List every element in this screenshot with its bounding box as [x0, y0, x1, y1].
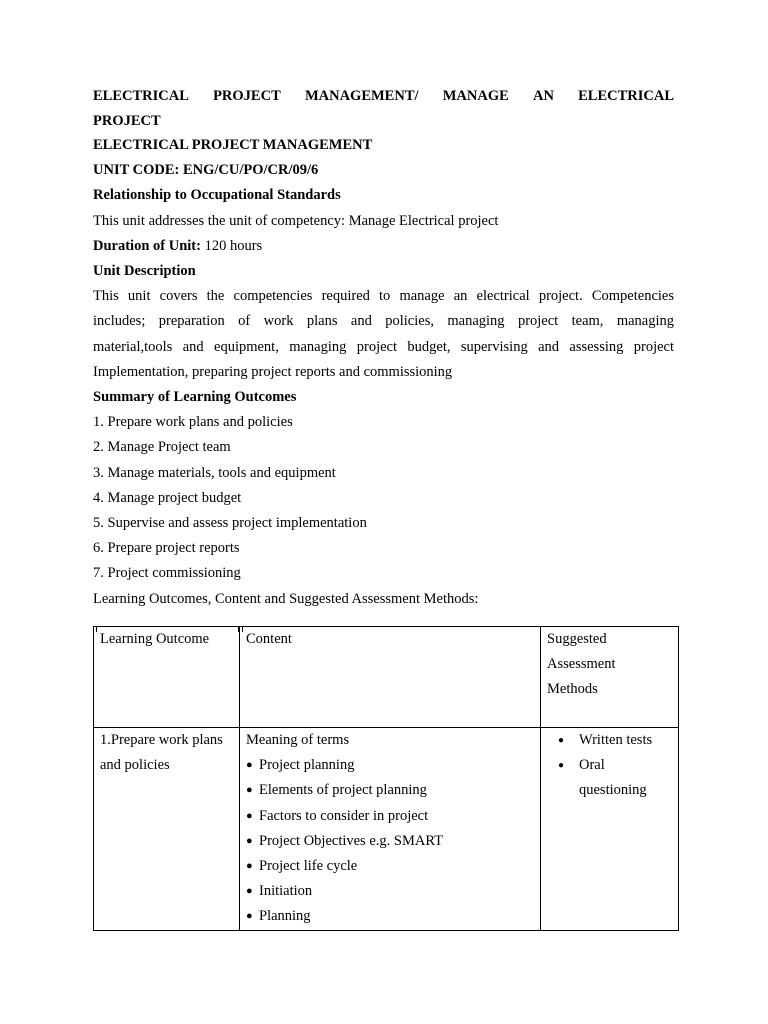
document-subtitle: ELECTRICAL PROJECT MANAGEMENT: [93, 137, 373, 153]
row-assessment-methods: [541, 728, 679, 931]
outcome-line: 1.Prepare work plans: [100, 732, 223, 748]
title-word: AN: [532, 88, 554, 104]
table-header-row: [94, 627, 679, 728]
outcome-item: 6. Prepare project reports: [93, 540, 240, 557]
outcome-line: and policies: [100, 757, 170, 774]
title-word: PROJECT: [213, 88, 281, 104]
title-word: ELECTRICAL: [93, 88, 189, 104]
method-item: [547, 753, 672, 803]
relationship-heading: Relationship to Occupational Standards: [93, 187, 341, 204]
unit-code: UNIT CODE: ENG/CU/PO/CR/09/6: [93, 162, 319, 179]
header-methods-line: Assessment: [547, 656, 616, 673]
table-intro: Learning Outcomes, Content and Suggested Assessment Methods:: [93, 590, 479, 607]
header-methods-line: Methods: [547, 681, 598, 698]
duration-line: [93, 234, 674, 259]
outcome-item: 4. Manage project budget: [93, 489, 242, 506]
document-body: [93, 84, 674, 612]
outcome-item: 3. Manage materials, tools and equipment: [93, 464, 336, 481]
outcome-item: 7. Project commissioning: [93, 565, 241, 582]
summary-heading: Summary of Learning Outcomes: [93, 389, 297, 406]
header-assessment-methods: [541, 627, 679, 728]
assessment-table: [93, 626, 679, 931]
list-item: ● Project planning: [246, 753, 534, 778]
header-learning-outcome-label: Learning Outcome: [100, 631, 210, 647]
relationship-text: This unit addresses the unit of competency: Manage Electrical project: [93, 212, 499, 229]
header-content-label: Content: [246, 631, 292, 647]
outcome-item: 5. Supervise and assess project implementation: [93, 515, 367, 532]
cell-corner-mark: [96, 626, 97, 632]
list-item: ● Factors to consider in project: [246, 804, 534, 829]
list-item: ● Planning: [246, 904, 534, 929]
duration-value: 120 hours: [200, 237, 263, 254]
method-item: [547, 728, 672, 753]
description-heading: Unit Description: [93, 263, 196, 280]
header-content: [240, 627, 541, 728]
row-learning-outcome: [94, 728, 240, 931]
description-line: Implementation, preparing project reports and commissioning: [93, 363, 453, 380]
header-learning-outcome: [94, 627, 240, 728]
row-content: [240, 728, 541, 931]
method-label-line: questioning: [579, 782, 647, 799]
list-item: ● Elements of project planning: [246, 778, 534, 803]
bullet-icon: ●: [558, 760, 565, 772]
outcome-item: 1. Prepare work plans and policies: [93, 414, 293, 431]
bullet-icon: ●: [558, 735, 565, 746]
methods-list: [547, 728, 672, 804]
content-intro: Meaning of terms: [246, 732, 350, 748]
description-paragraph: [93, 284, 674, 385]
header-methods-line: Suggested: [547, 631, 607, 647]
document-title-line-2: PROJECT: [93, 112, 161, 129]
list-item: ● Project Objectives e.g. SMART: [246, 829, 534, 854]
document-title-line-1: [93, 84, 674, 109]
table-row: [94, 728, 679, 931]
cell-corner-mark: [242, 626, 243, 632]
outcome-item: 2. Manage Project team: [93, 439, 231, 456]
method-label: Written tests: [579, 732, 653, 748]
title-word: ELECTRICAL: [578, 88, 674, 104]
content-list: [246, 753, 534, 929]
description-line: material,tools and equipment, managing project budget, supervising and assessing project: [93, 338, 674, 355]
description-line: includes; preparation of work plans and policies, managing project team, managing: [93, 313, 674, 330]
description-line: This unit covers the competencies required to manage an electrical project. Competencies: [93, 288, 674, 305]
title-word: MANAGE: [442, 88, 509, 104]
title-word: MANAGEMENT/: [304, 88, 419, 104]
method-label-line: Oral: [579, 757, 605, 774]
list-item: ● Initiation: [246, 879, 534, 904]
duration-label: Duration of Unit:: [93, 237, 201, 254]
list-item: ● Project life cycle: [246, 854, 534, 879]
